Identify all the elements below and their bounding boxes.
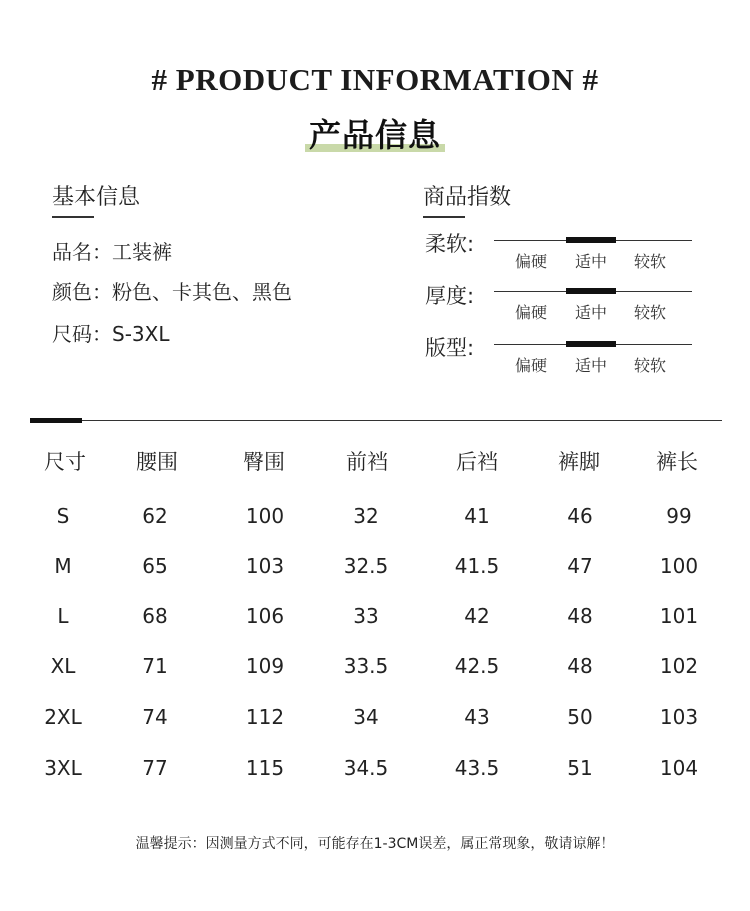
table-cell: 33 <box>353 604 379 628</box>
table-cell: 109 <box>245 654 285 678</box>
section-divider <box>30 420 722 421</box>
index-label-thickness: 厚度: <box>425 284 475 308</box>
table-cell: 41.5 <box>454 554 500 578</box>
table-cell: 48 <box>567 654 593 678</box>
table-cell: 46 <box>567 504 593 528</box>
table-header-leg-opening: 裤脚 <box>558 450 600 474</box>
title-en: # PRODUCT INFORMATION # <box>151 62 599 97</box>
index-option: 适中 <box>575 356 608 375</box>
table-cell: 33.5 <box>343 654 389 678</box>
table-cell: L <box>57 604 69 628</box>
info-product-name: 品名：工装裤 <box>52 240 172 264</box>
title-cn <box>309 110 441 156</box>
table-cell: 3XL <box>44 756 82 780</box>
index-option: 偏硬 <box>515 252 548 271</box>
table-cell: 34 <box>353 705 379 729</box>
table-cell: 50 <box>567 705 593 729</box>
index-scale-marker <box>566 288 616 294</box>
index-option: 适中 <box>575 303 608 322</box>
measurement-note: 温馨提示：因测量方式不同，可能存在1-3CM误差，属正常现象，敬请谅解！ <box>135 836 615 852</box>
table-header-front-rise: 前裆 <box>346 450 388 474</box>
table-cell: 100 <box>245 504 285 528</box>
table-cell: 102 <box>659 654 699 678</box>
table-cell: M <box>54 554 72 578</box>
table-cell: 51 <box>567 756 593 780</box>
table-cell: 115 <box>245 756 285 780</box>
table-cell: 77 <box>142 756 168 780</box>
table-header-back-rise: 后裆 <box>456 450 498 474</box>
table-cell: 74 <box>142 705 168 729</box>
table-cell: 103 <box>245 554 285 578</box>
table-cell: S <box>56 504 70 528</box>
table-cell: 112 <box>245 705 285 729</box>
heading-underline <box>52 216 94 218</box>
basic-info-heading <box>52 180 140 211</box>
index-label-softness: 柔软: <box>425 232 475 256</box>
index-scale-marker <box>566 237 616 243</box>
table-cell: 106 <box>245 604 285 628</box>
table-cell: 41 <box>464 504 490 528</box>
table-header-hip: 臀围 <box>243 450 285 474</box>
table-header-waist: 腰围 <box>136 450 178 474</box>
title-cn-wrap <box>0 110 750 156</box>
table-cell: 68 <box>142 604 168 628</box>
product-index-heading-text: 商品指数 <box>423 185 512 210</box>
table-cell: 101 <box>659 604 699 628</box>
table-cell: 104 <box>659 756 699 780</box>
basic-info-heading-text: 基本信息 <box>52 185 141 210</box>
table-cell: 48 <box>567 604 593 628</box>
table-cell: 43.5 <box>454 756 500 780</box>
index-option: 较软 <box>634 252 667 271</box>
table-cell: 32 <box>353 504 379 528</box>
table-cell: 32.5 <box>343 554 389 578</box>
table-cell: 47 <box>567 554 593 578</box>
product-index-heading <box>423 180 511 211</box>
table-cell: 43 <box>464 705 490 729</box>
table-cell: 99 <box>666 504 692 528</box>
info-sizes: 尺码：S-3XL <box>52 322 170 346</box>
table-cell: 103 <box>659 705 699 729</box>
table-cell: 2XL <box>44 705 82 729</box>
index-option: 较软 <box>634 356 667 375</box>
index-label-fit: 版型: <box>425 336 475 360</box>
table-cell: 42 <box>464 604 490 628</box>
table-cell: 100 <box>659 554 699 578</box>
table-cell: XL <box>50 654 76 678</box>
heading-underline <box>423 216 465 218</box>
index-scale-marker <box>566 341 616 347</box>
info-colors: 颜色：粉色、卡其色、黑色 <box>52 280 292 304</box>
table-cell: 65 <box>142 554 168 578</box>
table-cell: 34.5 <box>343 756 389 780</box>
index-option: 较软 <box>634 303 667 322</box>
table-cell: 62 <box>142 504 168 528</box>
section-divider-mark <box>30 418 82 423</box>
title-cn-text: 产品信息 <box>308 116 441 154</box>
index-option: 偏硬 <box>515 303 548 322</box>
index-option: 偏硬 <box>515 356 548 375</box>
table-header-size: 尺寸 <box>44 450 86 474</box>
table-header-length: 裤长 <box>656 450 698 474</box>
index-option: 适中 <box>575 252 608 271</box>
table-cell: 42.5 <box>454 654 500 678</box>
table-cell: 71 <box>142 654 168 678</box>
